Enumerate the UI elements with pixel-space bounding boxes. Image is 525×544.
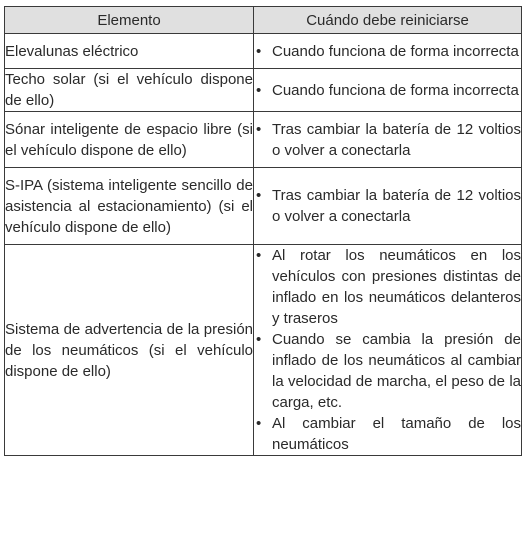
table-row [5, 245, 522, 456]
condition-list [254, 41, 521, 62]
item-cell: Sistema de advertencia de la presión de los neumáticos (si el vehículo dispone de ello) [5, 245, 254, 456]
when-cell [254, 69, 522, 112]
condition-text: Tras cambiar la batería de 12 voltios o volver a conectarla [272, 187, 521, 225]
table-row [5, 112, 522, 168]
condition-text: Cuando funciona de forma incorrecta [272, 81, 519, 99]
condition-item [254, 80, 521, 101]
condition-list [254, 119, 521, 161]
table-row [5, 34, 522, 69]
item-cell: Techo solar (si el vehículo dispone de ello) [5, 69, 254, 112]
header-when-to-reset: Cuándo debe reiniciarse [254, 7, 522, 34]
condition-text: Cuando funciona de forma incorrecta [272, 42, 519, 60]
bullet-icon: • [256, 187, 262, 204]
bullet-icon: • [256, 42, 262, 60]
condition-item [254, 245, 521, 329]
when-cell [254, 34, 522, 69]
condition-item [254, 185, 521, 227]
condition-list [254, 80, 521, 101]
bullet-icon: • [256, 120, 262, 138]
bullet-icon: • [256, 81, 262, 99]
condition-item [254, 413, 521, 455]
when-cell [254, 112, 522, 168]
bullet-icon: • [256, 415, 262, 432]
condition-text: Al cambiar el tamaño de los neumáticos [272, 415, 521, 453]
header-item: Elemento [5, 7, 254, 34]
table-row [5, 69, 522, 112]
condition-list [254, 245, 521, 455]
item-cell: Sónar inteligente de espacio libre (si el vehículo dispone de ello) [5, 112, 254, 168]
condition-item [254, 329, 521, 413]
condition-text: Tras cambiar la batería de 12 voltios o volver a conectarla [272, 120, 521, 159]
when-cell [254, 168, 522, 245]
condition-item [254, 119, 521, 161]
when-cell [254, 245, 522, 456]
table-row [5, 168, 522, 245]
item-cell: S-IPA (sistema inteligente sencillo de asistencia al estacionamiento) (si el vehículo dispone de ello) [5, 168, 254, 245]
bullet-icon: • [256, 247, 262, 264]
table-header-row [5, 7, 522, 34]
reset-items-table [4, 6, 522, 456]
document-page [4, 6, 521, 456]
condition-item [254, 41, 521, 62]
condition-text: Cuando se cambia la presión de inflado de los neumáticos al cambiar la velocidad de marcha, el peso de la carga, etc. [272, 331, 521, 411]
condition-list [254, 185, 521, 227]
bullet-icon: • [256, 331, 262, 348]
condition-text: Al rotar los neumáticos en los vehículos con presiones distintas de inflado en los neumáticos delanteros y traseros [272, 247, 521, 327]
item-cell: Elevalunas eléctrico [5, 34, 254, 69]
